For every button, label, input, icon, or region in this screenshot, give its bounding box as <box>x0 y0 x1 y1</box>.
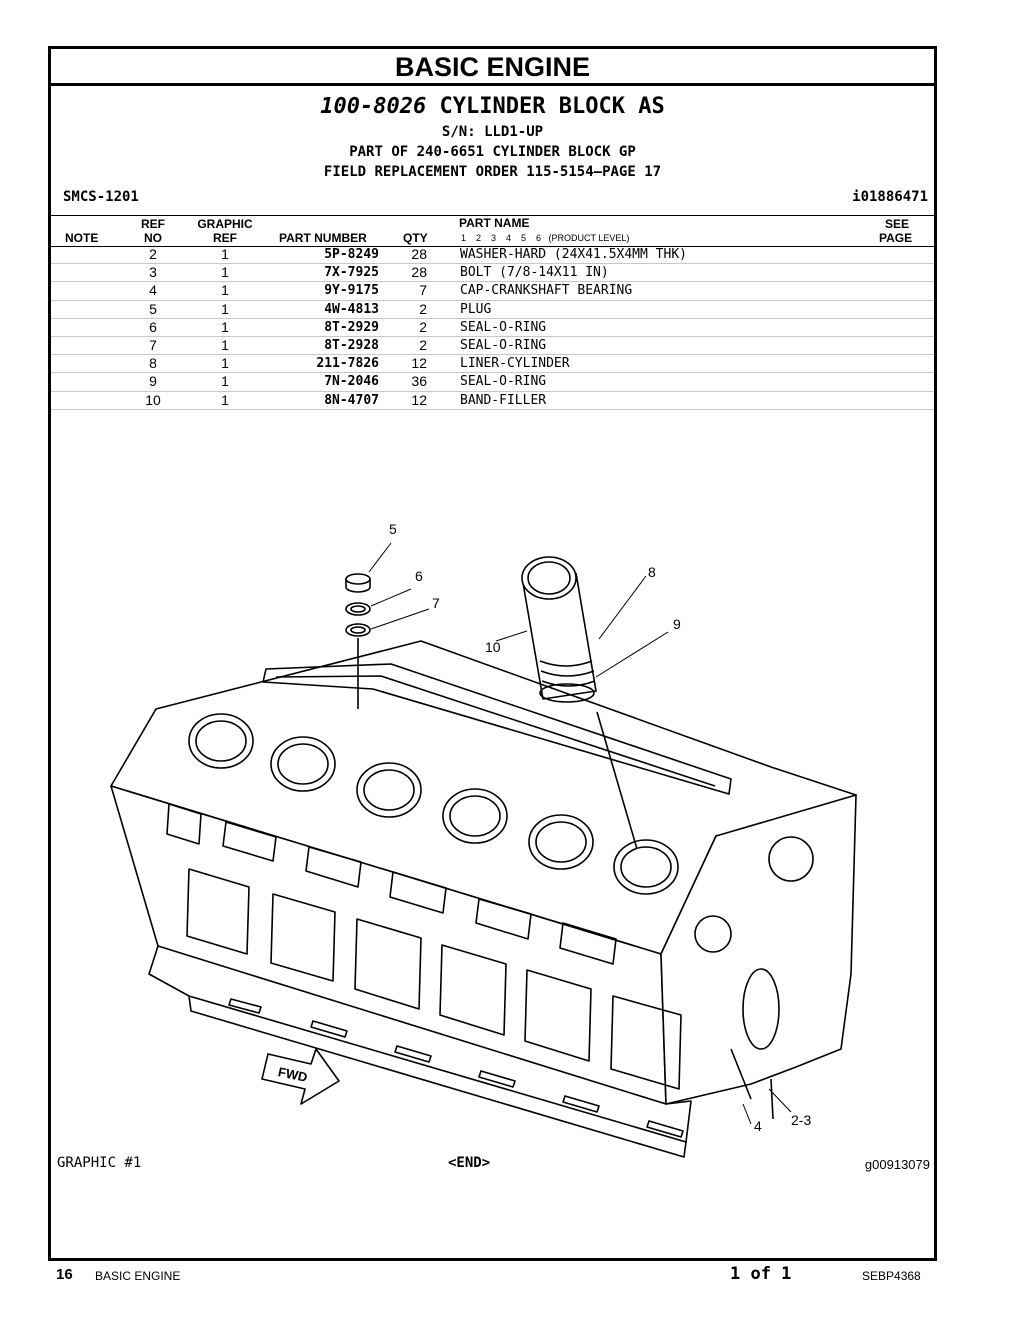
callout-7: 7 <box>432 595 440 611</box>
ref-no: 4 <box>149 282 157 299</box>
field-replacement-line: FIELD REPLACEMENT ORDER 115-5154—PAGE 17 <box>323 164 662 180</box>
ref-no: 6 <box>149 318 157 335</box>
footer-section: BASIC ENGINE <box>95 1269 181 1283</box>
page-number: 16 <box>56 1266 73 1283</box>
callout-6: 6 <box>415 568 423 584</box>
callout-10: 10 <box>485 639 501 655</box>
end-marker: <END> <box>448 1155 491 1171</box>
part-number: 211-7826 <box>316 356 379 372</box>
callout-4: 4 <box>754 1118 762 1134</box>
ref-no: 10 <box>145 391 161 408</box>
serial-number: S/N: LLD1-UP <box>441 124 544 140</box>
qty: 28 <box>411 246 427 262</box>
qty: 2 <box>419 318 427 335</box>
graphic-ref: 1 <box>221 246 229 262</box>
qty: 12 <box>411 391 427 408</box>
qty: 36 <box>411 373 427 390</box>
fwd-label: FWD <box>276 1064 309 1085</box>
col-qty: QTY <box>403 231 428 245</box>
graphic-ref: 1 <box>221 391 229 408</box>
section-title: BASIC ENGINE <box>51 49 934 86</box>
col-graphic-bottom: REF <box>213 231 237 245</box>
graphic-ref: 1 <box>221 318 229 335</box>
graphic-ref: 1 <box>221 300 229 317</box>
col-ref-top: REF <box>141 217 165 231</box>
part-name: LINER-CYLINDER <box>460 356 570 372</box>
qty: 2 <box>419 300 427 317</box>
col-part-number: PART NUMBER <box>279 231 367 245</box>
graphic-ref: 1 <box>221 336 229 353</box>
ref-no: 2 <box>149 246 157 262</box>
part-name: PLUG <box>460 301 492 317</box>
graphic-ref: 1 <box>221 355 229 372</box>
graphic-ref: 1 <box>221 282 229 299</box>
graphic-id: g00913079 <box>864 1157 930 1172</box>
qty: 28 <box>411 264 427 281</box>
document-id: SEBP4368 <box>862 1269 921 1283</box>
smcs-code: SMCS-1201 <box>63 189 139 205</box>
part-name-title: CYLINDER BLOCK AS <box>439 94 665 119</box>
callout-8: 8 <box>648 564 656 580</box>
part-number: 8N-4707 <box>324 392 379 408</box>
document-ident: i01886471 <box>852 189 928 205</box>
part-name: BOLT (7/8-14X11 IN) <box>460 265 609 281</box>
part-number: 7X-7925 <box>324 265 379 281</box>
part-number-title: 100-8026 <box>320 94 427 119</box>
part-number: 7N-2046 <box>324 374 379 390</box>
page-of: 1 of 1 <box>730 1264 792 1284</box>
part-number: 8T-2928 <box>324 337 379 353</box>
ref-no: 8 <box>149 355 157 372</box>
document-frame <box>48 46 937 1261</box>
callout-5: 5 <box>389 521 397 537</box>
part-number: 5P-8249 <box>324 247 379 262</box>
part-name: SEAL-O-RING <box>460 374 547 390</box>
cylinder-block-drawing <box>111 641 856 1157</box>
col-see-top: SEE <box>885 217 910 231</box>
part-number: 9Y-9175 <box>324 283 379 299</box>
col-note: NOTE <box>65 231 99 245</box>
part-name: WASHER-HARD (24X41.5X4MM THK) <box>460 247 687 262</box>
part-number: 8T-2929 <box>324 319 379 335</box>
part-of-line: PART OF 240-6651 CYLINDER BLOCK GP <box>349 144 636 160</box>
part-number: 4W-4813 <box>324 301 379 317</box>
col-product-levels: 1 2 3 4 5 6 (PRODUCT LEVEL) <box>461 233 630 243</box>
ref-no: 9 <box>149 373 157 390</box>
graphic-ref: 1 <box>221 264 229 281</box>
callout-2-3: 2-3 <box>791 1112 812 1128</box>
part-name: CAP-CRANKSHAFT BEARING <box>460 283 633 299</box>
qty: 12 <box>411 355 427 372</box>
ref-no: 7 <box>149 336 157 353</box>
part-name: SEAL-O-RING <box>460 337 547 353</box>
callout-9: 9 <box>673 616 681 632</box>
ref-no: 3 <box>149 264 157 281</box>
col-part-name: PART NAME <box>459 216 530 230</box>
graphic-label: GRAPHIC #1 <box>57 1155 142 1171</box>
col-see-bottom: PAGE <box>879 231 913 245</box>
graphic-ref: 1 <box>221 373 229 390</box>
col-ref-bottom: NO <box>144 231 162 245</box>
ref-no: 5 <box>149 300 157 317</box>
part-name: BAND-FILLER <box>460 392 547 408</box>
qty: 2 <box>419 336 427 353</box>
qty: 7 <box>419 282 427 299</box>
part-name: SEAL-O-RING <box>460 319 547 335</box>
col-graphic-top: GRAPHIC <box>197 217 253 231</box>
